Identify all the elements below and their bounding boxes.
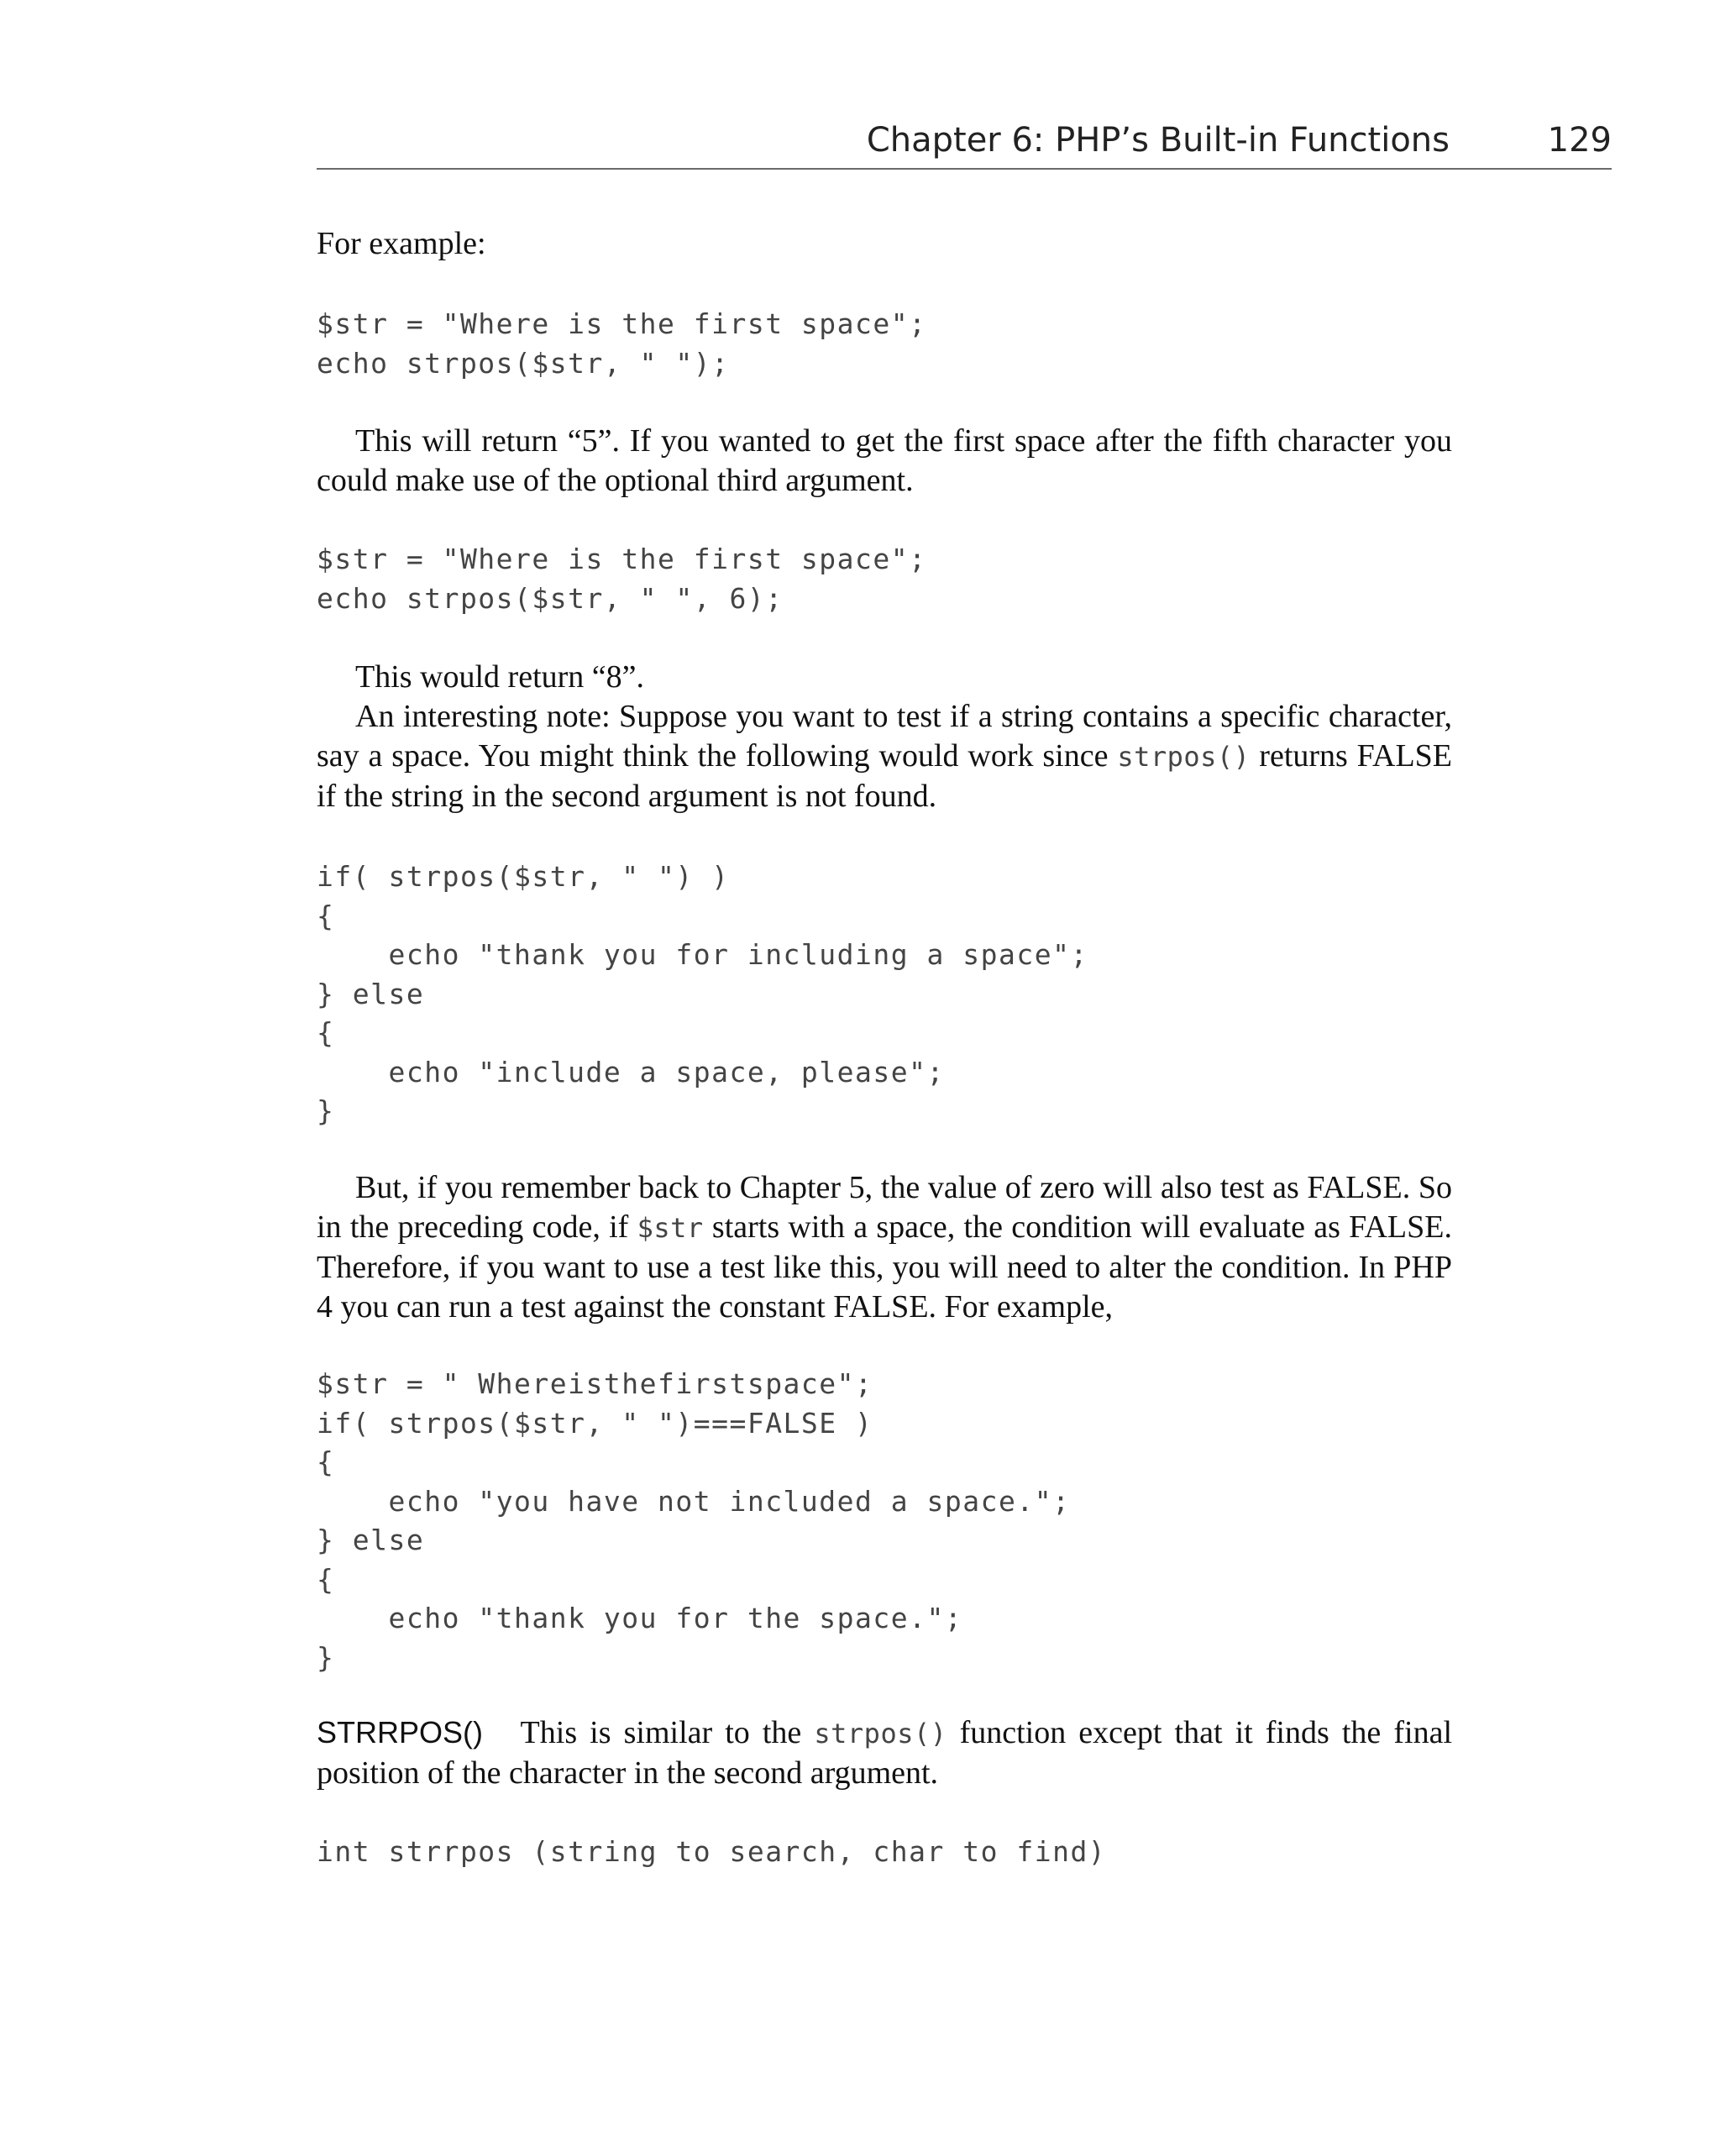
inline-code: $str: [637, 1212, 704, 1244]
paragraph-for-example: For example:: [317, 226, 486, 261]
paragraph-return-8: This would return “8”.: [355, 659, 645, 695]
page-number: 129: [1547, 121, 1612, 160]
paragraph-chapter-5: [317, 1168, 1452, 1327]
text-segment: returns FALSE if the string in the second argument is not found.: [317, 738, 1452, 814]
inline-code: strpos(): [814, 1718, 947, 1749]
running-head: [317, 116, 1612, 170]
text-segment: This is similar to the: [483, 1715, 815, 1750]
text-segment: But, if you remember back to Chapter 5, the value of zero will also test as FALSE. So in the preceding code, if: [317, 1170, 1452, 1245]
paragraph-interesting-note: [317, 697, 1452, 816]
code-block-strict-false: $str = " Whereisthefirstspace"; if( strpos($str, " ")===FALSE ) { echo "you have not included a space."; } else { echo "thank you for the space."; }: [317, 1367, 1071, 1674]
text-segment: An interesting note: Suppose you want to test if a string contains a specific character, say a space. You might think the following would work since: [317, 699, 1452, 774]
chapter-title: Chapter 6: PHP’s Built-in Functions: [866, 121, 1450, 160]
code-block-strpos-offset: $str = "Where is the first space"; echo strpos($str, " ", 6);: [317, 543, 927, 615]
function-heading: STRRPOS(): [317, 1715, 483, 1749]
text-segment: starts with a space, the condition will evaluate as FALSE. Therefore, if you want to use a test like this, you will need to alter the condition. In PHP 4 you can run a test against the constant FALSE. For example,: [317, 1209, 1452, 1325]
code-block-strrpos-signature: int strrpos (string to search, char to find): [317, 1835, 1107, 1868]
paragraph-strrpos: [317, 1713, 1452, 1793]
code-block-if-strpos: if( strpos($str, " ") ) { echo "thank you for including a space"; } else { echo "include a space, please"; }: [317, 860, 1088, 1127]
paragraph-return-5: This will return “5”. If you wanted to get the first space after the fifth character you could make use of the optional third argument.: [317, 423, 1452, 498]
inline-code: strpos(): [1117, 741, 1251, 773]
text-segment: function except that it finds the final position of the character in the second argument.: [317, 1715, 1452, 1791]
code-block-strpos: $str = "Where is the first space"; echo strpos($str, " ");: [317, 307, 927, 380]
